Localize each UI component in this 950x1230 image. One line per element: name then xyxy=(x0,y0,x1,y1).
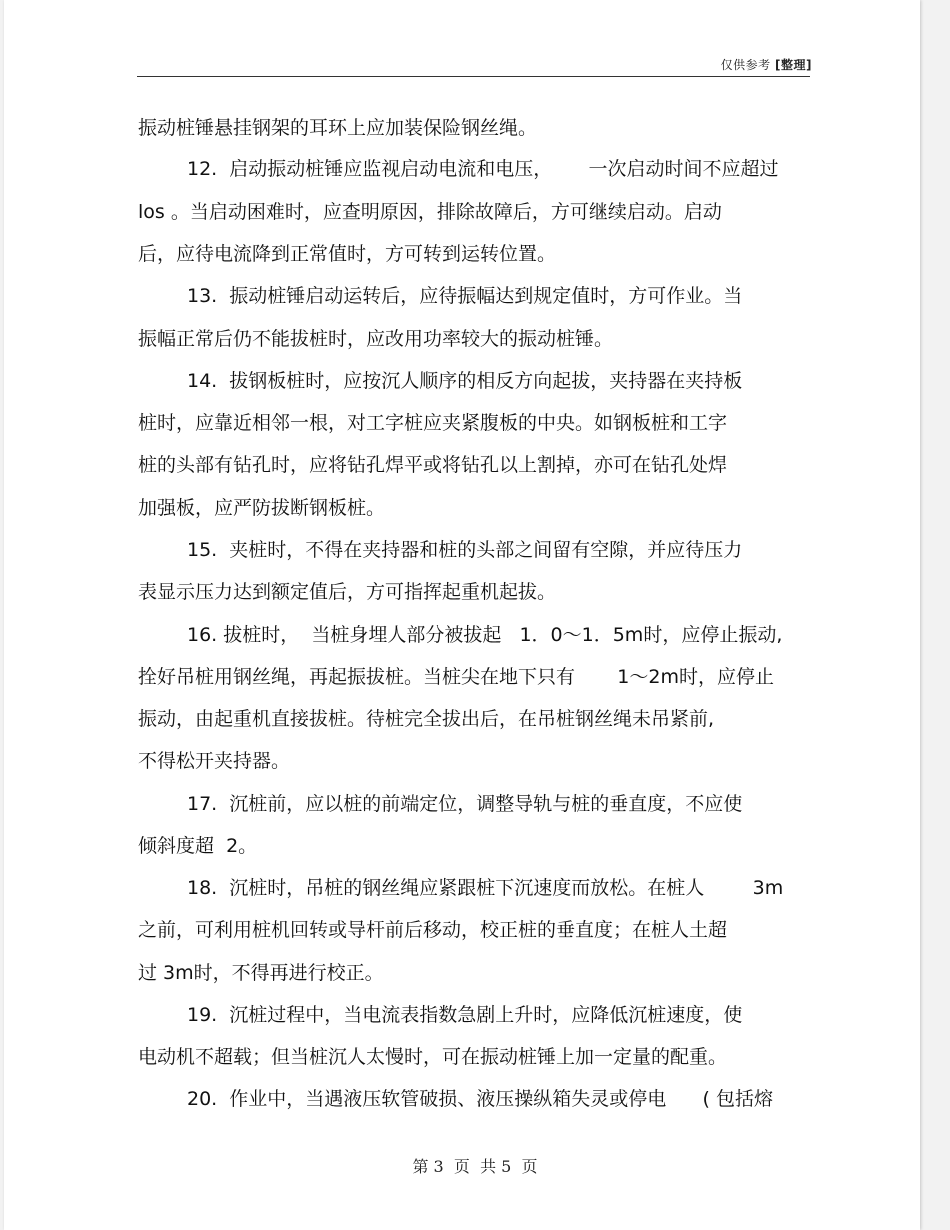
text-line: 过 3m时，不得再进行校正。 xyxy=(138,962,384,984)
text-line: 15. 夹桩时，不得在夹持器和桩的头部之间留有空隙，并应待压力 xyxy=(187,539,743,561)
text-line: 表显示压力达到额定值后，方可指挥起重机起拔。 xyxy=(138,581,557,603)
header-note xyxy=(721,56,812,73)
text-line: 19. 沉桩过程中，当电流表指数急剧上升时，应降低沉桩速度，使 xyxy=(187,1004,743,1026)
text-line: los 。当启动困难时，应查明原因，排除故障后，方可继续启动。启动 xyxy=(138,201,722,223)
text-line: 倾斜度超 2。 xyxy=(138,835,258,857)
text-line: 加强板，应严防拔断钢板桩。 xyxy=(138,497,386,519)
text-line: 桩时，应靠近相邻一根，对工字桩应夹紧腹板的中央。如钢板桩和工字 xyxy=(138,412,728,434)
page-footer: 第 3 页 共 5 页 xyxy=(412,1157,538,1176)
header-divider xyxy=(137,76,810,77)
text-line: 不得松开夹持器。 xyxy=(138,750,291,772)
text-line: 振幅正常后仍不能拔桩时，应改用功率较大的振动桩锤。 xyxy=(138,328,614,350)
text-line: 20. 作业中，当遇液压软管破损、液压操纵箱失灵或停电 ( 包括熔 xyxy=(187,1088,773,1110)
header-bracket-word: [整理] xyxy=(775,58,812,72)
text-line: 电动机不超载；但当桩沉人太慢时，可在振动桩锤上加一定量的配重。 xyxy=(138,1046,728,1068)
text-line: 17. 沉桩前，应以桩的前端定位，调整导轨与桩的垂直度，不应使 xyxy=(187,793,743,815)
text-line: 振动，由起重机直接拔桩。待桩完全拔出后，在吊桩钢丝绳未吊紧前, xyxy=(138,708,715,730)
text-line: 14. 拔钢板桩时，应按沉人顺序的相反方向起拔，夹持器在夹持板 xyxy=(187,370,743,392)
text-line: 拴好吊桩用钢丝绳，再起振拔桩。当桩尖在地下只有 1～2m时，应停止 xyxy=(138,666,774,688)
text-line: 桩的头部有钻孔时，应将钻孔焊平或将钻孔以上割掉，亦可在钻孔处焊 xyxy=(138,454,728,476)
text-line: 13. 振动桩锤启动运转后，应待振幅达到规定值时，方可作业。当 xyxy=(187,285,743,307)
text-line: 之前，可利用桩机回转或导杆前后移动，校正桩的垂直度；在桩人土超 xyxy=(138,919,728,941)
text-line: 后，应待电流降到正常值时，方可转到运转位置。 xyxy=(138,243,557,265)
header-note-text: 仅供参考 xyxy=(720,58,771,72)
text-line: 振动桩锤悬挂钢架的耳环上应加装保险钢丝绳。 xyxy=(138,117,538,139)
text-line: 18. 沉桩时，吊桩的钢丝绳应紧跟桩下沉速度而放松。在桩人 3m xyxy=(187,877,784,899)
text-line: 16. 拔桩时， 当桩身埋人部分被拔起 1．0～1．5m时，应停止振动, xyxy=(187,624,783,646)
text-line: 12. 启动振动桩锤应监视启动电流和电压， 一次启动时间不应超过 xyxy=(187,158,779,180)
